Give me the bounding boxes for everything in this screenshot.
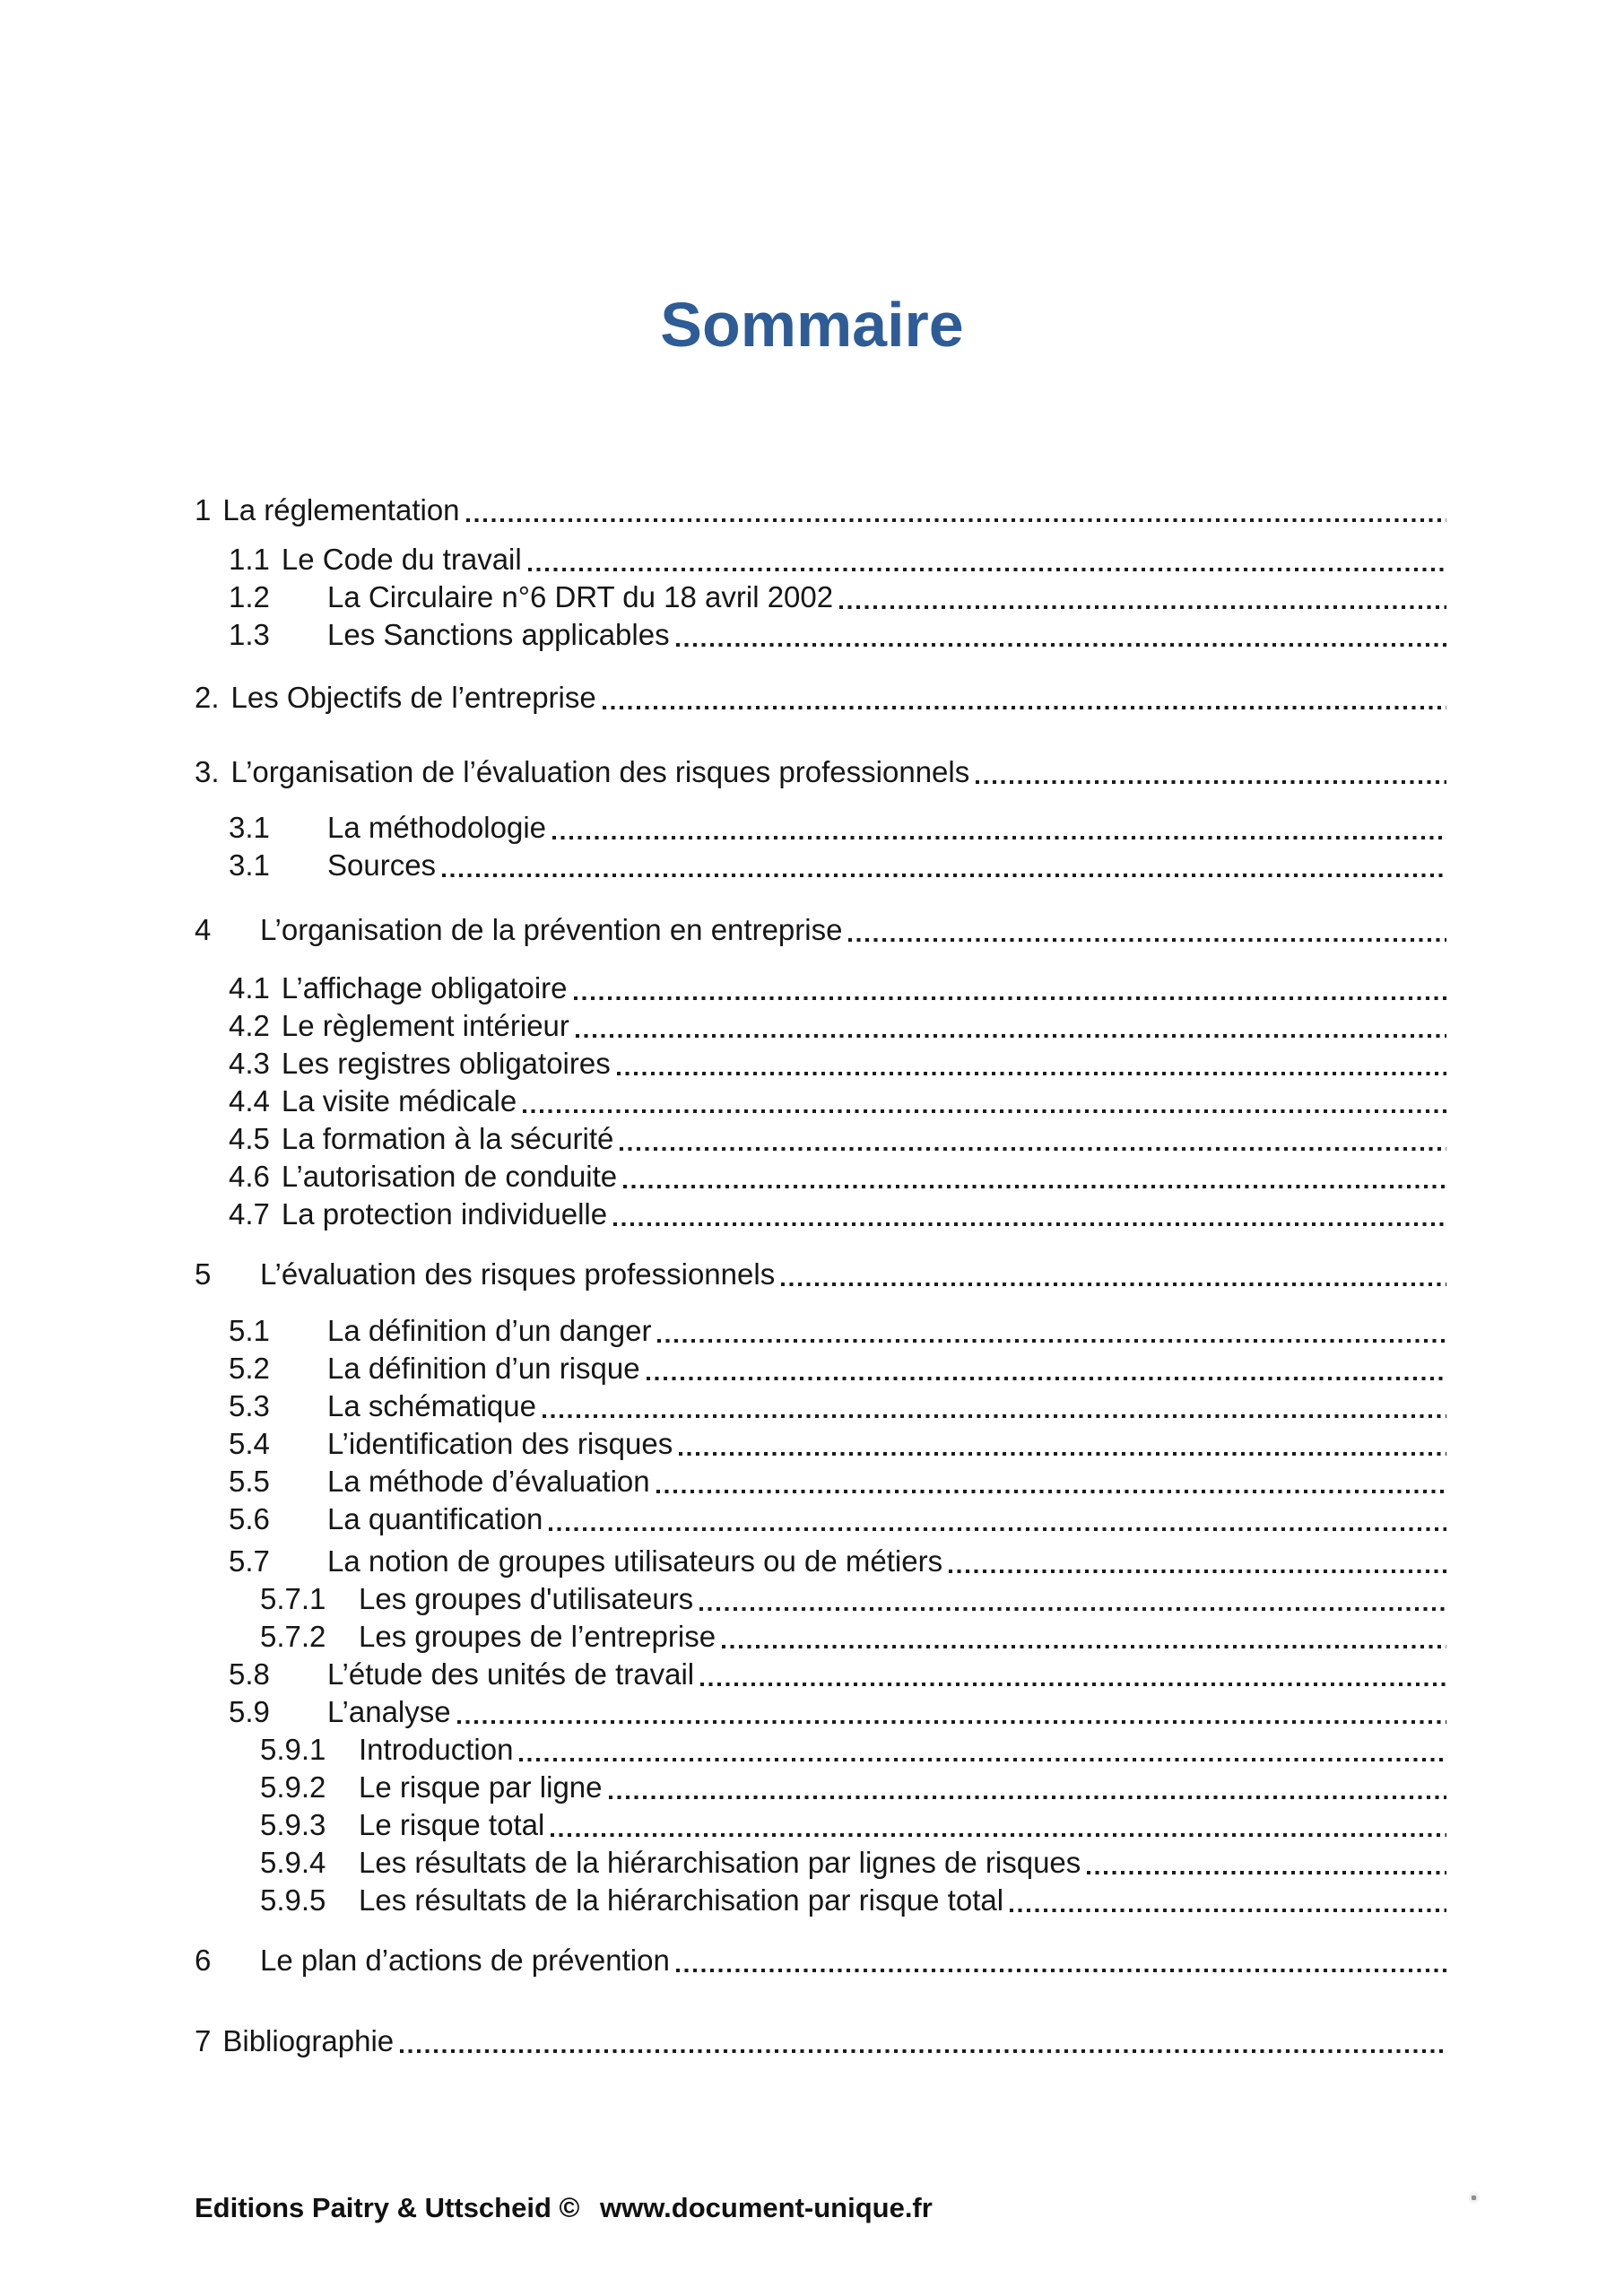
toc-entry-label: Les registres obligatoires [281,1047,611,1080]
toc-entry-label: Introduction [359,1733,514,1766]
footer-publisher: Editions Paitry & Uttscheid © [195,2192,580,2223]
toc-entry-label: La Circulaire n°6 DRT du 18 avril 2002 [327,580,834,613]
toc-entry[interactable] [0,1580,1446,1618]
dotted-leader [442,847,1446,884]
toc-entry-number: 5.7 [229,1544,270,1578]
dotted-leader [519,1731,1446,1769]
toc-entry-number: 4.5 [229,1122,270,1155]
toc-entry-label: La réglementation [222,493,460,526]
toc-entry-number: 5.9.1 [260,1733,326,1766]
toc-entry-number: 6 [195,1944,212,1977]
dotted-leader [949,1543,1446,1580]
toc-entry[interactable] [0,616,1446,654]
toc-entry-number: 5.6 [229,1502,270,1535]
toc-entry[interactable] [0,1312,1446,1350]
toc-entry-number: 4.7 [229,1197,270,1231]
toc-entry[interactable] [0,1463,1446,1500]
dotted-leader [848,911,1446,949]
scan-artifact-dot [1472,2196,1476,2200]
dotted-leader [523,1083,1446,1120]
toc-entry-number: 5.8 [229,1657,270,1691]
toc-entry[interactable] [0,1844,1446,1882]
dotted-leader [528,541,1446,578]
dotted-leader [576,1007,1446,1045]
dotted-leader [603,679,1446,717]
toc-entry-number: 5.9.5 [260,1883,326,1917]
toc-entry-number: 4.6 [229,1160,270,1193]
toc-entry-label: L’organisation de la prévention en entreprise [260,913,843,946]
toc-entry-label: Les Sanctions applicables [327,618,670,651]
toc-entry[interactable] [0,847,1446,884]
toc-entry[interactable] [0,1656,1446,1693]
toc-entry[interactable] [0,1806,1446,1844]
toc-entry-number: 2. [195,681,220,714]
dotted-leader [1087,1844,1446,1882]
dotted-leader [457,1693,1446,1731]
dotted-leader [1010,1882,1446,1919]
toc-entry-number: 5.9.2 [260,1770,326,1804]
dotted-leader [466,491,1446,529]
toc-entry-label: Bibliographie [222,2024,395,2057]
toc-entry-number: 1.2 [229,580,270,613]
dotted-leader [700,1656,1446,1693]
toc-entry[interactable] [0,970,1446,1007]
toc-entry-label: Le risque total [359,1808,545,1841]
toc-entry[interactable] [0,541,1446,578]
dotted-leader [839,578,1446,616]
toc-entry-number: 7 [195,2024,212,2057]
dotted-leader [623,1158,1446,1196]
toc-entry-number: 1 [195,493,212,526]
toc-entry[interactable] [0,809,1446,847]
toc-entry-number: 5.5 [229,1465,270,1498]
toc-entry-label: Sources [327,848,437,882]
dotted-leader [722,1618,1446,1656]
toc-entry-label: Les Objectifs de l’entreprise [230,681,596,714]
toc-entry[interactable] [0,753,1446,791]
toc-entry-label: La protection individuelle [281,1197,608,1231]
toc-entry-number: 4.2 [229,1009,270,1042]
toc-entry-number: 5.9.4 [260,1846,326,1879]
dotted-leader [613,1196,1446,1233]
toc-entry-number: 1.1 [229,543,270,576]
toc-entry-number: 1.3 [229,618,270,651]
toc-entry-label: L’analyse [327,1695,451,1728]
toc-entry[interactable] [0,1120,1446,1158]
toc-entry-label: L’autorisation de conduite [281,1160,618,1193]
toc-entry-label: L’étude des unités de travail [327,1657,695,1691]
toc-entry-label: Les résultats de la hiérarchisation par risque total [359,1883,1004,1917]
toc-entry[interactable] [0,1196,1446,1233]
toc-entry-number: 5.9 [229,1695,270,1728]
toc-entry-label: La méthode d’évaluation [327,1465,650,1498]
toc-entry-label: L’évaluation des risques professionnels [260,1257,776,1291]
dotted-leader [574,970,1446,1007]
toc-entry[interactable] [0,1543,1446,1580]
toc-entry[interactable] [0,911,1446,949]
toc-entry-label: Le Code du travail [281,543,522,576]
toc-entry-label: La méthodologie [327,811,547,844]
dotted-leader [549,1500,1446,1538]
toc-entry-label: Les résultats de la hiérarchisation par lignes de risques [359,1846,1081,1879]
dotted-leader [781,1256,1446,1293]
toc-entry-number: 5.2 [229,1352,270,1385]
dotted-leader [647,1350,1446,1387]
toc-entry[interactable] [0,1731,1446,1769]
toc-entry-label: La définition d’un danger [327,1314,652,1347]
toc-entry-number: 4 [195,913,212,946]
page-footer [195,2192,933,2224]
toc-entry-label: Les groupes d'utilisateurs [359,1582,694,1615]
toc-entry-label: L’affichage obligatoire [281,971,568,1004]
dotted-leader [400,2022,1446,2060]
toc-entry-label: L’identification des risques [327,1427,673,1460]
toc-entry[interactable] [0,1158,1446,1196]
toc-entry[interactable] [0,1256,1446,1293]
toc-entry[interactable] [0,1083,1446,1120]
dotted-leader [976,753,1446,791]
dotted-leader [676,616,1446,654]
toc-entry[interactable] [0,1387,1446,1425]
toc-entry-label: La visite médicale [281,1084,517,1118]
dotted-leader [617,1045,1446,1083]
toc-entry-number: 5.1 [229,1314,270,1347]
toc-entry[interactable] [0,1882,1446,1919]
toc-entry[interactable] [0,1942,1446,1979]
toc-entry-label: Le règlement intérieur [281,1009,569,1042]
toc-entry[interactable] [0,2022,1446,2060]
toc-entry-number: 3.1 [229,811,270,844]
toc-entry-label: La schématique [327,1389,536,1422]
toc-entry[interactable] [0,1500,1446,1538]
toc-entry-number: 5.9.3 [260,1808,326,1841]
toc-entry-number: 4.1 [229,971,270,1004]
toc-entry[interactable] [0,491,1446,529]
toc-entry-label: La quantification [327,1502,543,1535]
toc-entry-number: 5.7.1 [260,1582,326,1615]
table-of-contents [0,491,1446,2060]
toc-entry-number: 5.3 [229,1389,270,1422]
toc-entry-number: 3.1 [229,848,270,882]
toc-entry-number: 4.4 [229,1084,270,1118]
dotted-leader [609,1769,1446,1806]
footer-website-link[interactable]: www.document-unique.fr [599,2192,933,2223]
dotted-leader [679,1425,1446,1463]
toc-entry[interactable] [0,1045,1446,1083]
toc-entry[interactable] [0,679,1446,717]
toc-entry-number: 5.7.2 [260,1620,326,1653]
toc-entry-label: La formation à la sécurité [281,1122,614,1155]
toc-entry[interactable] [0,1007,1446,1045]
toc-entry[interactable] [0,1350,1446,1387]
toc-entry-label: Le risque par ligne [359,1770,603,1804]
dotted-leader [676,1942,1446,1979]
dotted-leader [699,1580,1446,1618]
toc-entry[interactable] [0,1618,1446,1656]
toc-entry-label: La définition d’un risque [327,1352,640,1385]
toc-entry-label: Le plan d’actions de prévention [260,1944,670,1977]
toc-entry-number: 5 [195,1257,212,1291]
dotted-leader [551,1806,1446,1844]
toc-entry-label: Les groupes de l’entreprise [359,1620,716,1653]
dotted-leader [657,1312,1446,1350]
toc-entry-number: 4.3 [229,1047,270,1080]
toc-entry-label: L’organisation de l’évaluation des risques professionnels [230,755,970,788]
toc-entry[interactable] [0,1425,1446,1463]
toc-entry-number: 3. [195,755,220,788]
dotted-leader [543,1387,1446,1425]
toc-entry[interactable] [0,1769,1446,1806]
page-title: Sommaire [660,290,964,360]
dotted-leader [656,1463,1446,1500]
dotted-leader [552,809,1446,847]
toc-entry-number: 5.4 [229,1427,270,1460]
toc-entry[interactable] [0,1693,1446,1731]
toc-entry-label: La notion de groupes utilisateurs ou de métiers [327,1544,943,1578]
dotted-leader [620,1120,1446,1158]
toc-entry[interactable] [0,578,1446,616]
